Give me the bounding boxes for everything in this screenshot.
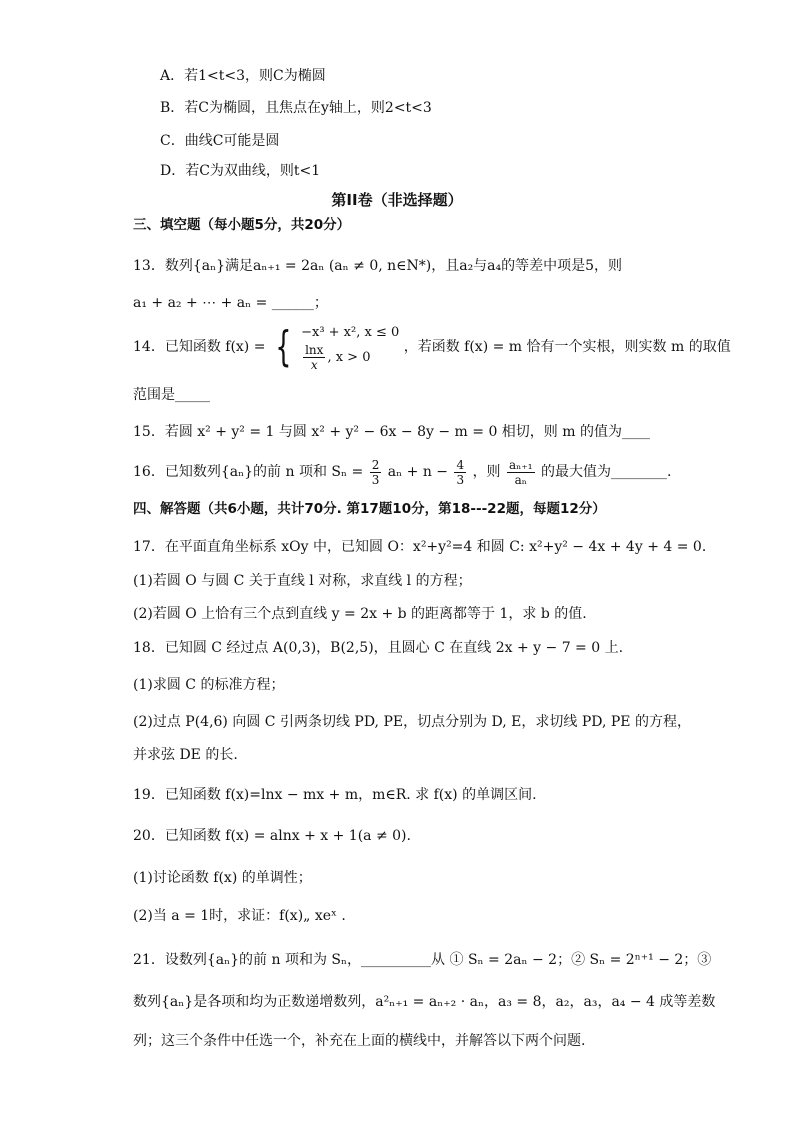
q16-frac3-num: aₙ₊₁ (509, 457, 533, 472)
q14-case1: −x³ + x², x ≤ 0 (301, 324, 400, 340)
option-c: C．曲线C可能是圆 (160, 133, 280, 149)
question-18-line1: 18．已知圆 C 经过点 A(0,3)，B(2,5)，且圆心 C 在直线 2x + y − 7 = 0 上. (133, 640, 624, 656)
q14-pre: 14．已知函数 f(x) = (133, 339, 266, 355)
question-17-sub1: (1)若圆 O 与圆 C 关于直线 l 对称，求直线 l 的方程； (133, 573, 472, 589)
q16-fraction-2 (454, 458, 466, 487)
piecewise-cases (301, 323, 399, 372)
question-15: 15．若圆 x² + y² = 1 与圆 x² + y² − 6x − 8y − m = 0 相切，则 m 的值为____ (133, 424, 650, 440)
q16-frac2-den: 3 (456, 472, 465, 487)
q16-mid: aₙ + n − (387, 464, 449, 480)
question-21-line1: 21．设数列{aₙ}的前 n 项和为 Sₙ，__________从 ① Sₙ = 2aₙ − 2；② Sₙ = 2ⁿ⁺¹ − 2；③ (133, 952, 712, 968)
question-17-sub2: (2)若圆 O 上恰有三个点到直线 y = 2x + b 的距离都等于 1，求 b 的值. (133, 606, 587, 622)
question-14-line1 (133, 320, 731, 376)
q16-frac1-num: 2 (371, 457, 380, 472)
q16-frac3-den: aₙ (514, 472, 527, 487)
option-d: D．若C为双曲线，则t<1 (160, 163, 321, 179)
q16-mid2: ，则 (472, 464, 501, 480)
question-13-line1: 13．数列{aₙ}满足aₙ₊₁ = 2aₙ (aₙ ≠ 0, n∈N*)，且a₂与a₄的等差中项是5，则 (133, 258, 623, 274)
q16-fraction-3 (507, 458, 535, 487)
option-b: B．若C为椭圆，且焦点在y轴上，则2<t<3 (160, 100, 432, 116)
q16-frac1-den: 3 (371, 472, 380, 487)
question-20-line1: 20．已知函数 f(x) = alnx + x + 1(a ≠ 0). (133, 828, 411, 844)
q16-fraction-1 (370, 458, 382, 487)
question-16 (133, 455, 671, 489)
section-fill-in-heading: 三、填空题（每小题5分，共20分） (133, 217, 351, 233)
section-solution-heading: 四、解答题（共6小题，共计70分. 第17题10分，第18---22题，每题12分） (133, 501, 606, 517)
q14-case2-num: lnx (305, 342, 324, 357)
question-18-sub2b: 并求弦 DE 的长. (133, 747, 238, 763)
q16-frac2-num: 4 (456, 457, 465, 472)
q16-post: 的最大值为________. (540, 464, 672, 480)
q14-case2-fraction (303, 343, 325, 372)
question-20-sub1: (1)讨论函数 f(x) 的单调性； (133, 870, 312, 886)
left-brace-icon: { (275, 322, 292, 371)
q14-case2-cond: , x > 0 (327, 349, 371, 365)
question-20-sub2: (2)当 a = 1时，求证：f(x)„ xeˣ . (133, 908, 346, 924)
question-18-sub2a: (2)过点 P(4,6) 向圆 C 引两条切线 PD, PE，切点分别为 D, E，求切线 PD, PE 的方程， (133, 714, 691, 730)
question-18-sub1: (1)求圆 C 的标准方程； (133, 677, 285, 693)
option-a: A．若1<t<3，则C为椭圆 (160, 68, 326, 84)
q14-post: ，若函数 f(x) = m 恰有一个实根，则实数 m 的取值 (403, 339, 731, 355)
question-14-line2: 范围是_____ (133, 387, 210, 403)
question-17-line1: 17．在平面直角坐标系 xOy 中，已知圆 O：x²+y²=4 和圆 C: x²+y² − 4x + 4y + 4 = 0． (133, 539, 716, 555)
part2-title: 第II卷（非选择题） (331, 191, 463, 209)
q14-case2-den: x (310, 357, 318, 372)
question-21-line3: 列；这三个条件中任选一个，补充在上面的横线中，并解答以下两个问题. (133, 1033, 586, 1049)
question-21-line2: 数列{aₙ}是各项和均为正数递增数列，a²ₙ₊₁ = aₙ₊₂ · aₙ，a₃ = 8，a₂，a₃，a₄ − 4 成等差数 (133, 994, 716, 1010)
q16-pre: 16．已知数列{aₙ}的前 n 项和 Sₙ = (133, 464, 364, 480)
question-19: 19．已知函数 f(x)=lnx − mx + m，m∈R. 求 f(x) 的单调区间. (133, 787, 537, 803)
question-13-line2: a₁ + a₂ + ⋯ + aₙ = ______； (133, 295, 328, 311)
